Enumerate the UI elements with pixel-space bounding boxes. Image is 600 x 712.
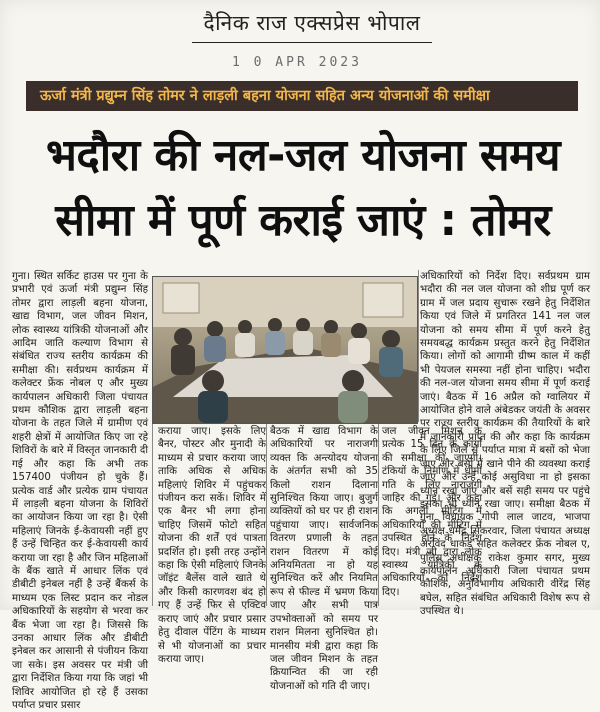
column-divider [418, 270, 419, 422]
column-divider [152, 424, 153, 606]
meeting-photo [152, 276, 418, 424]
column-divider [378, 424, 379, 606]
article-column-5: अधिकारियों को निर्देश दिए। सर्वप्रथम ग्राम भदौरा की नल जल योजना को शीघ्र पूर्ण कर ग्राम में जल प्रदाय सुचारू रखने हेतु निर्देशित किया एवं जिले में प्रगतिरत 141 नल जल योजना को समय सीमा में पूर्ण करने हेतु समयबद्ध कार्यक्रम प्रस्तुत करने हेतु निर्देशित किया। लोगों को आगामी ग्रीष्म काल में कहीं भी पेयजल समस्या नहीं होना चाहिए। भदौरा की नल-जल योजना समय सीमा में पूर्ण कराई जाएं। बैठक में 16 अप्रैल को ग्वालियर में आयोजित होने वाले अंबेडकर जयंती के अवसर पर राज्य स्तरीय कार्यक्रम की तैयारियों के बारे में जानकारी प्राप्त की और कहा कि कार्यक्रम के लिए जिले से पर्याप्त मात्रा में बसों को भेजा जाए और बसों में खाने पीने की व्यवस्था कराई जाए और उन्हें कोई असुविधा ना हो इसका ध्यान रखा जाए और बसें सही समय पर पहुंचे इसका भी ध्यान रखा जाए। समीक्षा बैठक में गुना विधायक गोपी लाल जाटव, भाजपा अध्यक्ष धर्मेंद्र सिकरवार, जिला पंचायत अध्यक्ष अरविंद धाकड़ सहित कलेक्टर फ्रेंक नोबल ए, पुलिस अधीक्षक राकेश कुमार सगर, मुख्य कार्यपालन अधिकारी जिला पंचायत प्रथम कौशिक, अनुविभागीय अधिकारी वीरेंद्र सिंह बघेल, सहित संबंधित अधिकारी विशेष रूप से उपस्थित थे। [420, 271, 590, 618]
article-column-3: बैठक में खाद्य विभाग के अधिकारियों पर नाराजगी व्यक्त कि अन्त्योदय योजना के अंतर्गत सभी को 35 किलो राशन दिलाना सुनिश्चित किया जाए। बुजुर्ग व्यक्तियों को घर पर ही राशन पहुंचाया जाए। सार्वजनिक वितरण प्रणाली के तहत राशन वितरण में कोई अनियमितता ना हो यह सुनिश्चित करें और नियमित रूप से फील्ड में भ्रमण किया जाए और सभी पात्र उपभोक्ताओं को समय पर राशन मिलना सुनिश्चित हो। मानसीय मंत्री द्वारा कहा कि जल जीवन मिशन के तहत क्रियान्वित की जा रही योजनाओं को गति दी जाए। [270, 426, 378, 692]
masthead: दैनिक राज एक्सप्रेस भोपाल [192, 6, 432, 43]
column-divider [266, 424, 267, 606]
article-column-2: कराया जाए। इसके लिए बैनर, पोस्टर और मुनादी के माध्यम से प्रचार कराया जाए ताकि अधिक से अधिक महिलाएं शिविर में पहुंचकर पंजीयन करा सकें। शिविर में एक बैनर भी लगा होना चाहिए जिसमें फोटो सहित योजना की शर्तें एवं पात्रता प्रदर्शित हो। इसी तरह उन्होंने कहा कि ऐसी महिलाएं जिनके जॉइंट बैलेंस वाले खाते थे और किसी कारणवश बंद हो गए हैं उन्हें फिर से एक्टिव कराए जाएं और प्रचार प्रसार हेतु दीवाल पेंटिंग के माध्यम से भी योजनाओं का प्रचार कराया जाए। [158, 426, 266, 665]
article-column-1: गुना। स्थित सर्किट हाउस पर गुना के प्रभारी एवं ऊर्जा मंत्री प्रद्युम्न सिंह तोमर द्वारा लाड़ली बहना योजना, खाद्य विभाग, जल जीवन मिशन, लोक स्वास्थ्य यांत्रिकी योजनाओं और आदिम जाति कल्याण विभाग से संबंधित राज्य स्तरीय कार्यक्रम की समीक्षा की। सर्वप्रथम कार्यक्रम में कलेक्टर फ्रेंक नोबल ए और मुख्य कार्यपालन अधिकारी जिला पंचायत प्रथम कौशिक द्वारा लाड़ली बहना योजना के तहत जिले में ग्रामीण एवं शहरी क्षेत्रों में आयोजित किए जा रहे शिविरों के बारे में विस्तृत जानकारी दी गई और कहा कि अभी तक 157400 पंजीयन हो चुके हैं। प्रत्येक वार्ड और प्रत्येक ग्राम पंचायत में लाड़ली बहना योजना के शिविरों का आयोजन किया जा रहा है। ऐसी महिलाएं जिनके ई-केवायसी नहीं हुए हैं उन्हें चिन्हित कर ई-केवायसी कार्य कराया जा रहा है और जिन महिलाओं के बैंक खाते में आधार लिंक एवं डीबीटी इनेबल नहीं है उन्हें बैंकर्स के माध्यम एक लिस्ट प्रदान कर नोडल अधिकारियों के सहयोग से भरवा कर बैंक भेजा जा रहा है। जिससे कि उनका आधार लिंक और डीबीटी इनेबल कर आसानी से पंजीयन किया जा सके। इस अवसर पर मंत्री जी द्वारा निर्देशित किया गया कि जहां भी शिविर आयोजित हो रहे हैं उसका पर्याप्त प्रचार प्रसार [12, 271, 148, 711]
headline-line-2: सीमा में पूर्ण कराई जाएं : तोमर [55, 195, 551, 246]
date-stamp: 1 0 APR 2023 [232, 55, 362, 70]
kicker-text: ऊर्जा मंत्री प्रद्युम्न सिंह तोमर ने लाड़ली बहना योजना सहित अन्य योजनाओं की समीक्षा [40, 88, 490, 104]
meeting-photo-illustration [153, 277, 417, 423]
headline-line-1: भदौरा की नल-जल योजना समय [46, 130, 560, 181]
article-column-4: जल जीवन मिशन के प्रत्येक 15 दिन के कार्यों की समीक्षा की जाएगी। टंकियों के निर्माण में धीमी गति के लिए नाराजगी जाहिर की गई। और कहा कि अगली मीटिंग में अधिकारियों की मीटिंग में उपस्थित होने के निर्देश दिए। मंत्री जी द्वारा लोक स्वास्थ्य यांत्रिकी के अधिकारियों को निर्देश दिए। [382, 426, 482, 598]
